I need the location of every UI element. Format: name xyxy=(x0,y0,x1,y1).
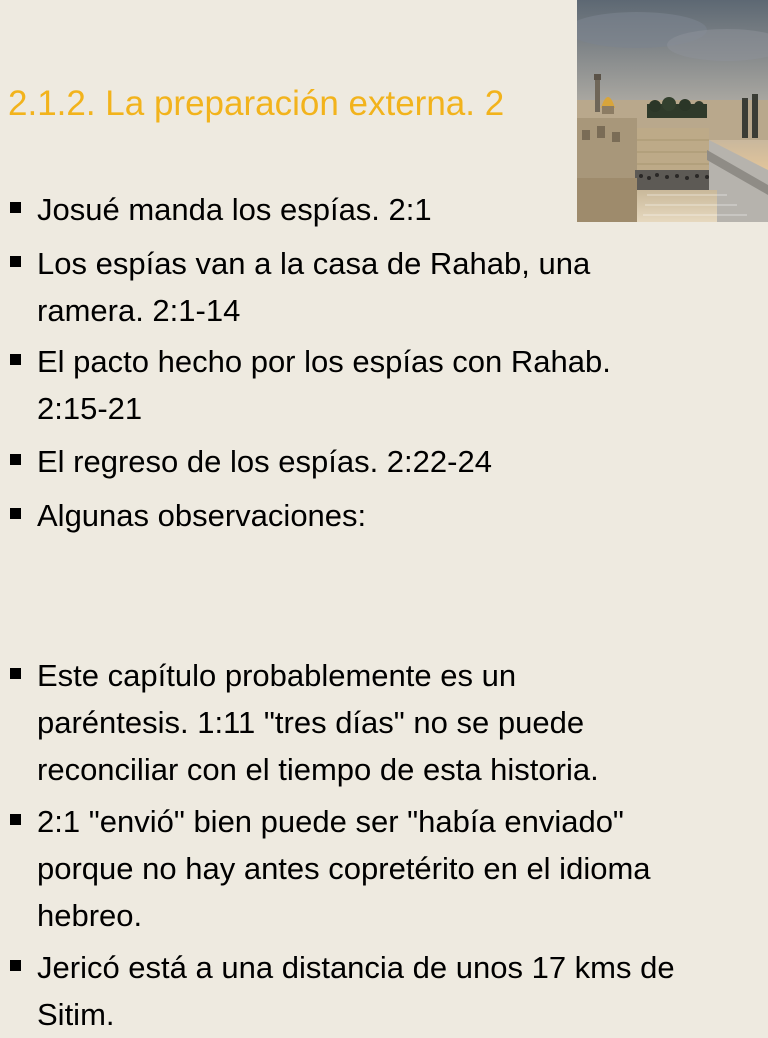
slide-title: 2.1.2. La preparación externa. 2 xyxy=(8,84,505,123)
bullet-line: Sitim. xyxy=(37,997,115,1032)
list-item xyxy=(37,652,762,793)
square-bullet-icon xyxy=(10,508,21,519)
bullet-line: El regreso de los espías. 2:22-24 xyxy=(37,444,492,479)
bullet-line: hebreo. xyxy=(37,898,143,933)
list-item xyxy=(37,438,762,485)
list-item xyxy=(37,338,762,432)
square-bullet-icon xyxy=(10,814,21,825)
bullet-line: El pacto hecho por los espías con Rahab. xyxy=(37,344,611,379)
bullet-line: Este capítulo probablemente es un xyxy=(37,658,517,693)
bullet-line: Los espías van a la casa de Rahab, una xyxy=(37,246,591,281)
square-bullet-icon xyxy=(10,668,21,679)
square-bullet-icon xyxy=(10,960,21,971)
bullet-line: 2:15-21 xyxy=(37,391,143,426)
bullet-line: ramera. 2:1-14 xyxy=(37,293,241,328)
bullet-line: porque no hay antes copretérito en el idioma xyxy=(37,851,651,886)
bullet-line: reconciliar con el tiempo de esta historia. xyxy=(37,752,599,787)
list-item xyxy=(37,186,762,233)
bullet-line: Josué manda los espías. 2:1 xyxy=(37,192,432,227)
square-bullet-icon xyxy=(10,354,21,365)
bullet-line: Algunas observaciones: xyxy=(37,498,367,533)
list-item xyxy=(37,240,762,334)
square-bullet-icon xyxy=(10,256,21,267)
list-item xyxy=(37,492,762,539)
list-item xyxy=(37,798,762,939)
bullet-line: paréntesis. 1:11 "tres días" no se puede xyxy=(37,705,585,740)
bullet-line: Jericó está a una distancia de unos 17 kms de xyxy=(37,950,675,985)
square-bullet-icon xyxy=(10,454,21,465)
bullet-line: 2:1 "envió" bien puede ser "había enviado" xyxy=(37,804,624,839)
square-bullet-icon xyxy=(10,202,21,213)
